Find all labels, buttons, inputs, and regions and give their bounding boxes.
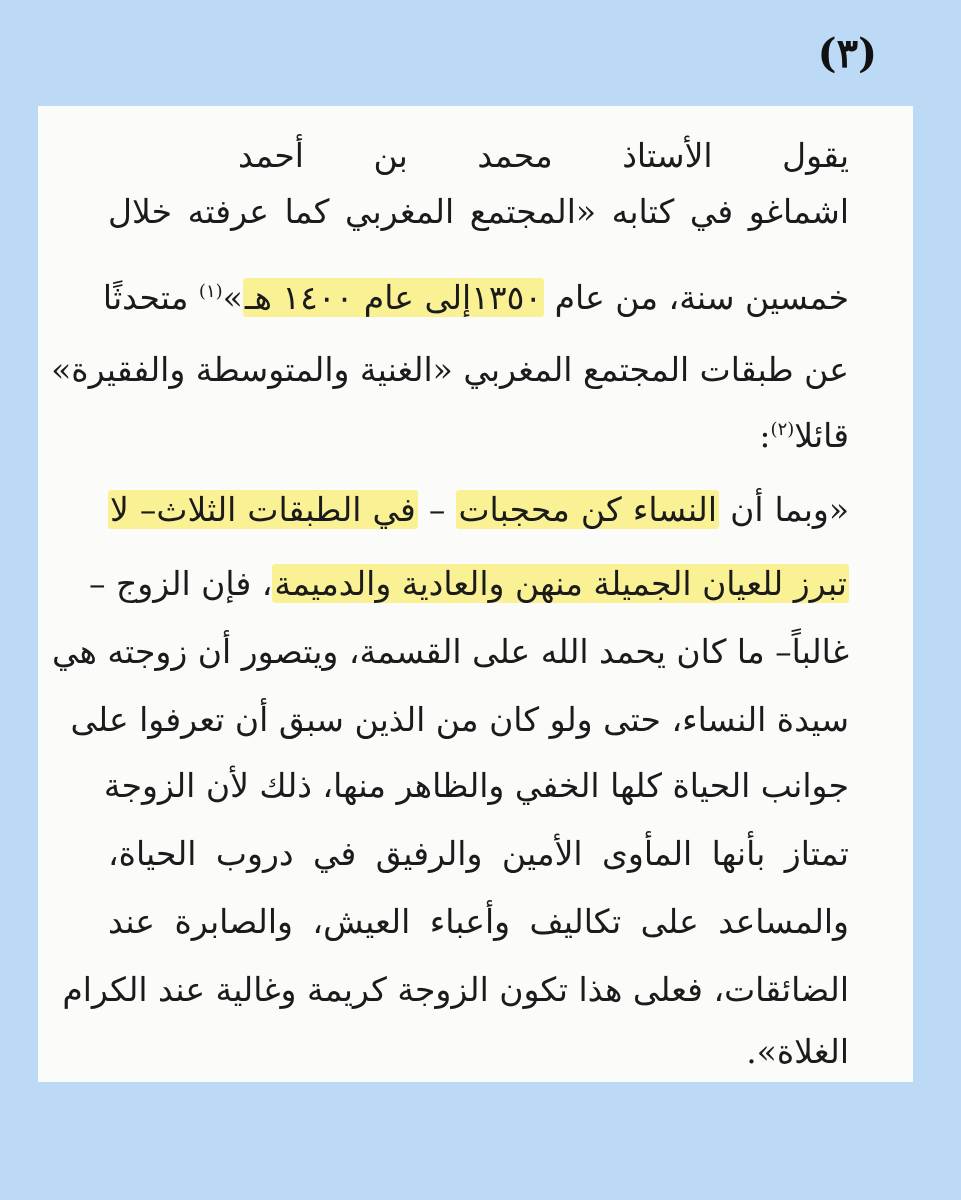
text-line-6: [108, 478, 849, 542]
line-text: :: [759, 416, 771, 455]
line-text: الضائقات، فعلى هذا تكون الزوجة كريمة وغالية عند الكرام: [62, 970, 849, 1009]
highlighted-phrase: في الطبقات الثلاث– لا: [110, 490, 416, 529]
text-line-2: [108, 180, 849, 244]
line-text: –: [417, 490, 457, 529]
text-line-1: [238, 124, 849, 188]
line-text: »: [222, 278, 243, 317]
footnote-marker-2: (٢): [770, 419, 795, 440]
text-line-8: [51, 620, 849, 684]
line-text: خمسين سنة، من عام: [544, 278, 849, 317]
text-line-12: [108, 890, 849, 954]
text-line-5: [108, 404, 849, 468]
text-line-14: [108, 1020, 849, 1084]
line-text: الغلاة».: [746, 1032, 849, 1071]
text-line-4: [51, 338, 849, 402]
text-line-11: [108, 822, 849, 886]
line-text: ، فإن الزوج –: [89, 564, 273, 603]
line-text: غالباً– ما كان يحمد الله على القسمة، ويتصور أن زوجته هي: [51, 632, 849, 671]
text-line-10: [103, 754, 849, 818]
line-text: عن طبقات المجتمع المغربي «الغنية والمتوسطة والفقيرة»: [51, 350, 849, 389]
line-text: سيدة النساء، حتى ولو كان من الذين سبق أن تعرفوا على: [70, 700, 849, 739]
line-text: «وبما أن: [719, 490, 850, 529]
line-text: متحدثًا: [102, 278, 199, 317]
text-line-7: [89, 552, 849, 616]
line-text: قائلا: [794, 416, 849, 455]
book-page: [38, 106, 913, 1082]
text-line-13: [62, 958, 849, 1022]
highlighted-phrase: النساء كن محجبات: [458, 490, 718, 529]
text-line-3: [102, 266, 849, 330]
line-text: اشماغو في كتابه «المجتمع المغربي كما عرفته خلال: [108, 192, 849, 231]
highlighted-date-range: ١٣٥٠إلى عام ١٤٠٠ هـ: [244, 278, 543, 317]
footnote-marker-1: (١): [198, 281, 223, 302]
page-number: (٣): [817, 30, 877, 77]
text-line-9: [70, 688, 849, 752]
line-text: جوانب الحياة كلها الخفي والظاهر منها، ذلك لأن الزوجة: [103, 766, 849, 805]
line-text: والمساعد على تكاليف وأعباء العيش، والصابرة عند: [108, 902, 849, 941]
line-text: يقول الأستاذ محمد بن أحمد: [238, 136, 849, 175]
line-text: تمتاز بأنها المأوى الأمين والرفيق في دروب الحياة،: [108, 834, 849, 873]
highlighted-phrase: تبرز للعيان الجميلة منهن والعادية والدميمة: [274, 564, 847, 603]
